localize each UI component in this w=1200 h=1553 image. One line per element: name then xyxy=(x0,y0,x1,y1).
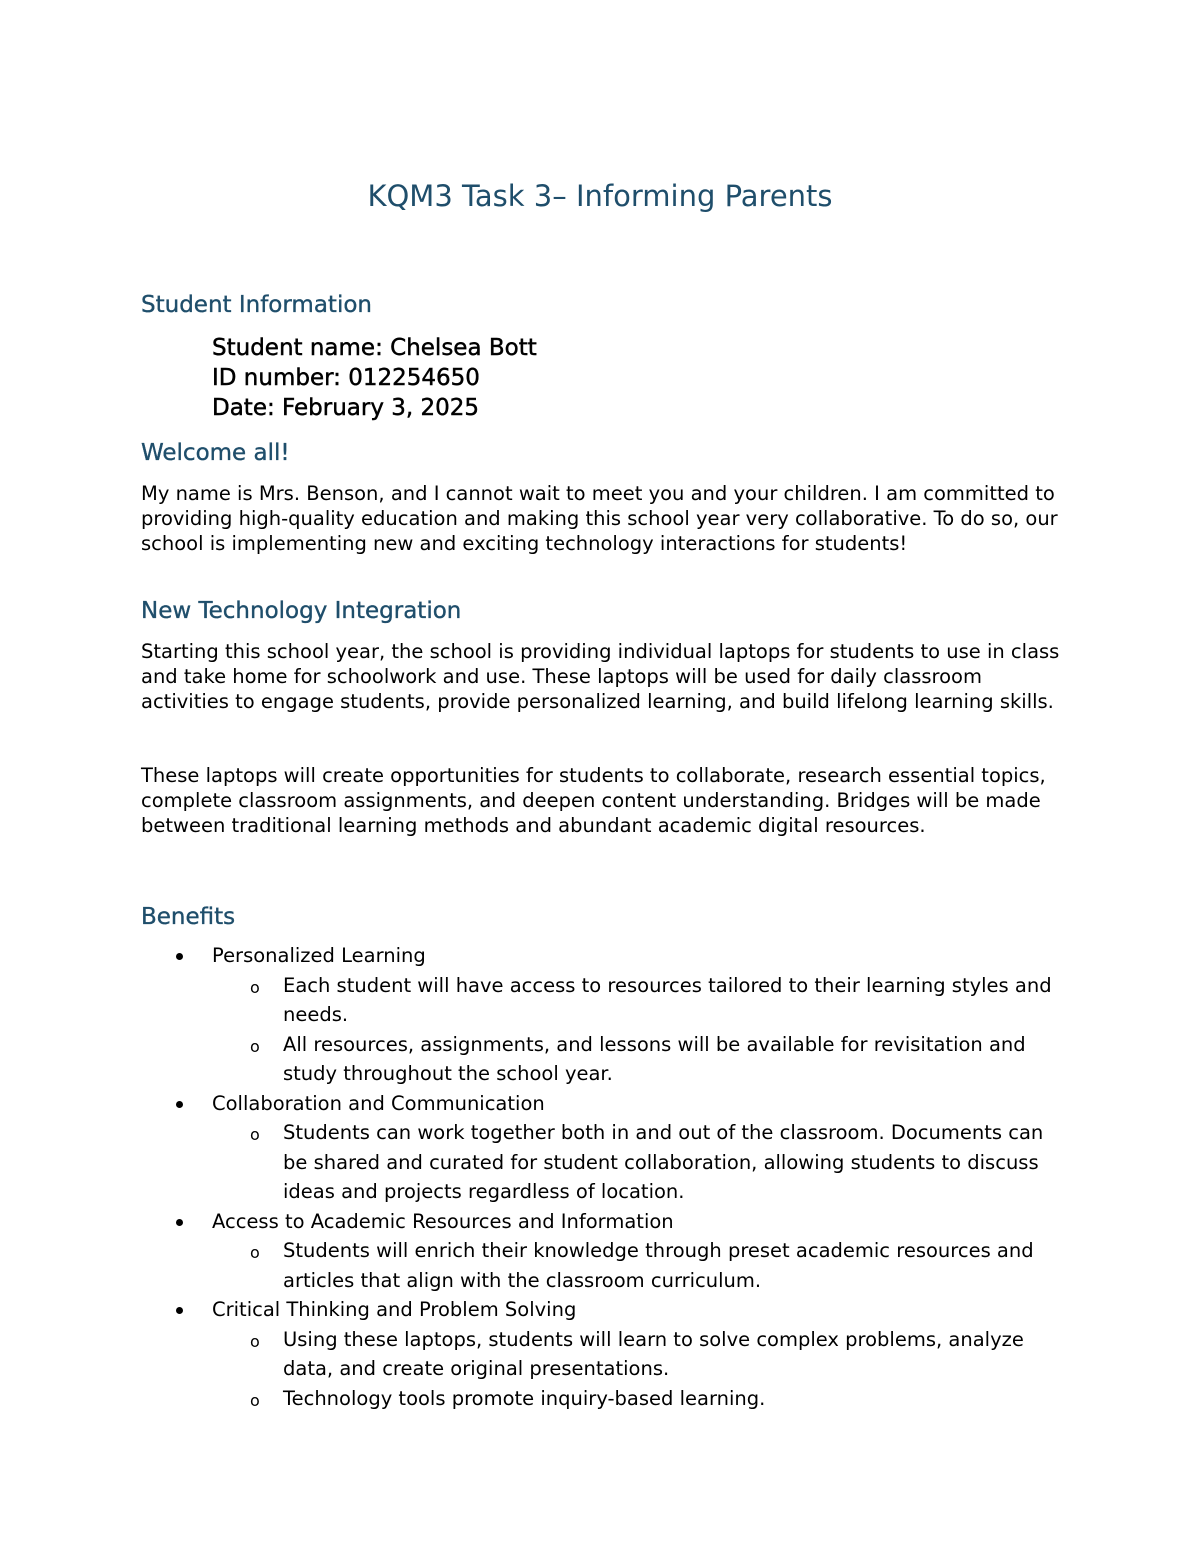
benefit-item-personalized-learning xyxy=(0,941,1112,1089)
benefit-subitem xyxy=(0,1325,1073,1384)
document-title: KQM3 Task 3– Informing Parents xyxy=(367,179,833,213)
benefit-item-critical-thinking xyxy=(0,1295,1112,1413)
benefits-list xyxy=(0,941,1200,1413)
circle-bullet-icon: o xyxy=(250,1331,260,1351)
benefit-subitem xyxy=(0,1030,1073,1089)
bullet-icon xyxy=(176,1307,183,1314)
circle-bullet-icon: o xyxy=(250,977,260,997)
integration-paragraph-2: These laptops will create opportunities for students to collaborate, research essential topics, complete classroom assignments, and deepen content understanding. Bridges will be made between traditional learning methods and abundant academic digital resources. xyxy=(141,764,1046,837)
integration-heading: New Technology Integration xyxy=(141,598,462,624)
benefit-item-academic-resources xyxy=(0,1207,1112,1296)
benefit-subitem xyxy=(0,971,1073,1030)
benefit-label: Personalized Learning xyxy=(212,944,426,967)
benefit-subitem-text: Students can work together both in and out of the classroom. Documents can be shared and curated for student collaboration, allowing students to discuss ideas and projects regardless of location. xyxy=(283,1121,1044,1203)
benefit-item-collaboration xyxy=(0,1089,1112,1207)
benefit-label: Critical Thinking and Problem Solving xyxy=(212,1298,577,1321)
circle-bullet-icon: o xyxy=(250,1125,260,1144)
bullet-icon xyxy=(176,953,183,960)
benefit-sublist xyxy=(212,971,1112,1089)
benefit-subitem-text: Using these laptops, students will learn to solve complex problems, analyze data, and create original presentations. xyxy=(283,1327,1024,1380)
benefits-heading: Benefits xyxy=(141,904,236,930)
student-date-line: Date: February 3, 2025 xyxy=(212,395,480,421)
welcome-paragraph: My name is Mrs. Benson, and I cannot wait to meet you and your children. I am committed to providing high-quality education and making this school year very collaborative. To do so, our school is implementing new and exciting technology interactions for students! xyxy=(141,482,1058,555)
benefit-subitem-text: Technology tools promote inquiry-based learning. xyxy=(283,1386,766,1410)
student-info-heading: Student Information xyxy=(141,292,372,318)
benefit-subitem-text: Each student will have access to resources tailored to their learning styles and needs. xyxy=(283,973,1052,1026)
benefit-subitem xyxy=(0,1118,1073,1207)
student-name-line: Student name: Chelsea Bott xyxy=(212,335,537,361)
benefit-subitem xyxy=(0,1384,1073,1414)
bullet-icon xyxy=(176,1219,183,1226)
bullet-icon xyxy=(176,1101,183,1108)
integration-paragraph-1: Starting this school year, the school is providing individual laptops for students to use in class and take home for schoolwork and use. These laptops will be used for daily classroom activities to engage students, provide personalized learning, and build lifelong learning skills. xyxy=(141,640,1060,713)
benefit-sublist xyxy=(212,1236,1112,1295)
circle-bullet-icon: o xyxy=(250,1036,260,1056)
benefit-subitem-text: All resources, assignments, and lessons will be available for revisitation and study throughout the school year. xyxy=(283,1032,1026,1085)
circle-bullet-icon: o xyxy=(250,1390,260,1410)
benefit-subitem xyxy=(0,1236,1073,1295)
benefit-sublist xyxy=(212,1325,1112,1414)
circle-bullet-icon: o xyxy=(250,1243,260,1262)
benefit-sublist xyxy=(212,1118,1112,1207)
benefit-label: Collaboration and Communication xyxy=(212,1091,545,1115)
student-id-line: ID number: 012254650 xyxy=(212,365,480,391)
benefit-label: Access to Academic Resources and Information xyxy=(212,1209,674,1233)
welcome-heading: Welcome all! xyxy=(141,440,290,466)
benefit-subitem-text: Students will enrich their knowledge through preset academic resources and articles that align with the classroom curriculum. xyxy=(283,1239,1034,1292)
